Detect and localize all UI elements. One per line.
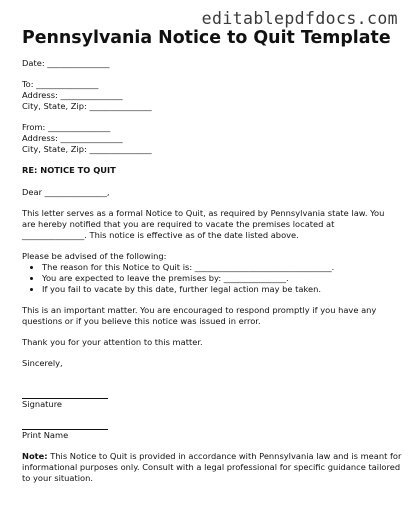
to-address-line: Address: _______________ (22, 90, 123, 101)
document-title: Pennsylvania Notice to Quit Template (22, 28, 391, 48)
list-item: • If you fail to vacate by this date, further legal action may be taken. (42, 284, 402, 295)
document-body (22, 58, 402, 484)
advised-line: Please be advised of the following: (22, 251, 167, 262)
print-name-underline (22, 421, 108, 430)
note-text: This Notice to Quit is provided in accordance with Pennsylvania law and is meant for (47, 451, 402, 462)
intro-line: _______________. This notice is effective as of the date listed above. (22, 229, 299, 240)
note-paragraph (22, 451, 402, 483)
date-line: Date: _______________ (22, 58, 110, 68)
print-name-label: Print Name (22, 429, 69, 440)
intro-line: This letter serves as a formal Notice to Quit, as required by Pennsylvania state law. You (22, 208, 385, 219)
note-line: to your situation. (22, 472, 94, 483)
list-item: • The reason for this Notice to Quit is: _________________________________. (42, 262, 402, 273)
signature-underline (22, 390, 108, 399)
note-line: informational purposes only. Consult with a legal professional for specific guidance tailored (22, 462, 401, 473)
from-address-line: Address: _______________ (22, 133, 123, 144)
salutation: Dear _______________, (22, 186, 110, 197)
list-item: • You are expected to leave the premises by: _______________. (42, 273, 402, 284)
re-line: RE: NOTICE TO QUIT (22, 165, 116, 176)
from-city-line: City, State, Zip: _______________ (22, 143, 152, 154)
watermark: editablepdfdocs.com (201, 9, 398, 28)
from-line: From: _______________ (22, 122, 111, 133)
recipient-block (22, 79, 402, 111)
note-label: Note: (22, 451, 48, 462)
sender-block (22, 122, 402, 154)
signature-label: Signature (22, 399, 63, 410)
to-city-line: City, State, Zip: _______________ (22, 100, 152, 111)
important-paragraph (22, 305, 402, 327)
conditions-list (22, 262, 402, 294)
intro-paragraph (22, 208, 402, 240)
important-line: questions or if you believe this notice was issued in error. (22, 315, 261, 326)
thanks-line: Thank you for your attention to this matter. (22, 337, 203, 348)
closing-line: Sincerely, (22, 358, 63, 369)
intro-line: are hereby notified that you are required to vacate the premises located at (22, 218, 335, 229)
important-line: This is an important matter. You are encouraged to respond promptly if you have any (22, 304, 377, 315)
to-line: To: _______________ (22, 79, 99, 90)
